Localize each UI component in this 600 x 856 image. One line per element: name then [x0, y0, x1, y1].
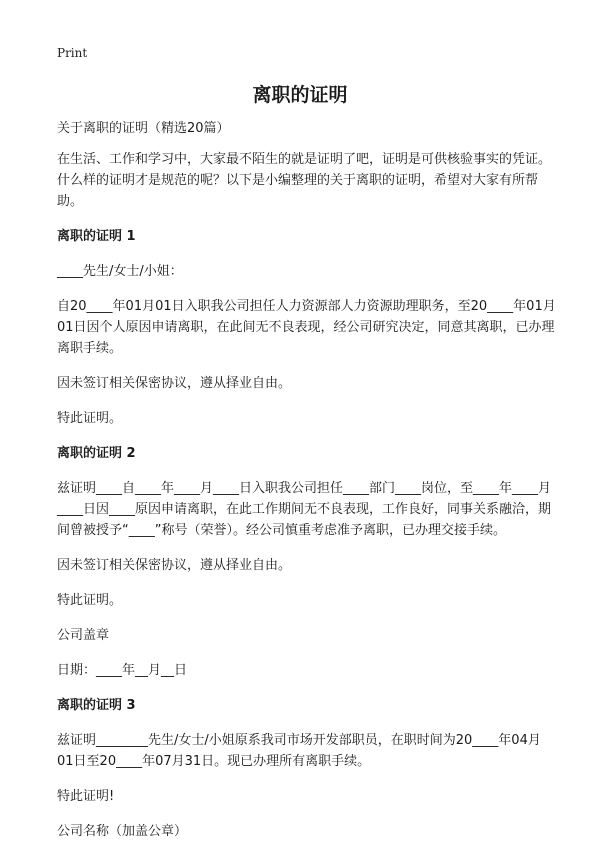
section-3-body: 兹证明________先生/女士/小姐原系我司市场开发部职员，在职时间为20____年04月01日至20____年07月31日。现已办理所有离职手续。: [57, 733, 541, 769]
document-body: [57, 118, 557, 856]
section-3-closing: 特此证明!: [57, 789, 115, 804]
page-title: 离职的证明: [252, 84, 348, 106]
section-2-date: 日期：____年__月__日: [57, 663, 188, 678]
print-link[interactable]: Print: [57, 46, 88, 60]
section-3-heading: 离职的证明 3: [57, 698, 136, 713]
section-2-seal: 公司盖章: [57, 628, 110, 643]
section-1-note: 因未签订相关保密协议，遵从择业自由。: [57, 376, 292, 391]
section-3-company-name: 公司名称（加盖公章）: [57, 824, 188, 839]
section-1-body: 自20____年01月01日入职我公司担任人力资源部人力资源助理职务，至20____年01月01日因个人原因申请离职，在此间无不良表现，经公司研究决定，同意其离职，已办理离职手续。: [57, 299, 556, 356]
section-2-heading: 离职的证明 2: [57, 446, 136, 461]
section-1-salutation: ____先生/女士/小姐：: [57, 264, 183, 279]
section-1-heading: 离职的证明 1: [57, 229, 136, 244]
section-2-note: 因未签订相关保密协议，遵从择业自由。: [57, 558, 292, 573]
section-2-closing: 特此证明。: [57, 593, 123, 608]
intro-paragraph: 在生活、工作和学习中，大家最不陌生的就是证明了吧，证明是可供核验事实的凭证。什么样的证明才是规范的呢？以下是小编整理的关于离职的证明，希望对大家有所帮助。: [57, 152, 552, 209]
section-2-body: 兹证明____自____年____月____日入职我公司担任____部门____岗位，至____年____月____日因____原因申请离职，在此工作期间无不良表现，工作良好，同事关系融洽，期间曾被授予“____”称号（荣誉）。经公司慎重考虑准予离职，已办理交接手续。: [57, 481, 552, 538]
section-1-closing: 特此证明。: [57, 411, 123, 426]
intro-subtitle: 关于离职的证明（精选20篇）: [57, 121, 230, 136]
